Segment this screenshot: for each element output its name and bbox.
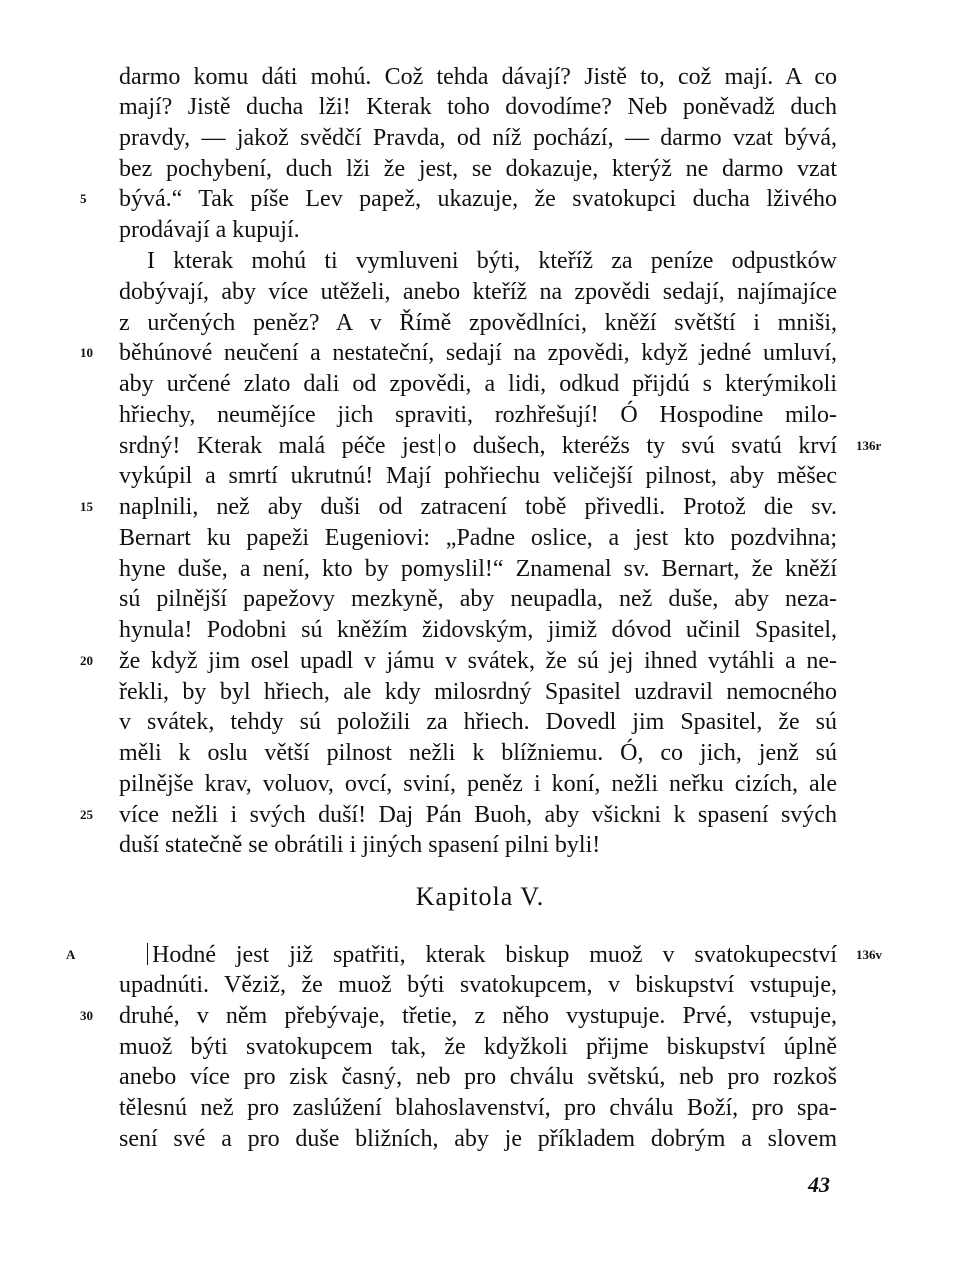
text-line: sú pilnější papežovy mezkyně, aby neupadla, než duše, aby neza-	[119, 586, 837, 612]
text-line: v svátek, tehdy sú položili za hřiech. Dovedl jim Spasitel, že sú	[119, 709, 837, 735]
text-line-tail: o dušech, kteréžs ty svú svatú krví	[444, 433, 837, 459]
text-line: řekli, by byl hřiech, ale kdy milosrdný Spasitel uzdravil nemocného	[119, 679, 837, 705]
text-line: z určených peněz? A v Římě zpovědlníci, kněží světští i mniši,	[119, 310, 837, 336]
text-line: bez pochybení, duch lži že jest, se dokazuje, kterýž ne darmo vzat	[119, 156, 837, 182]
text-line: muož býti svatokupcem tak, že kdyžkoli přijme biskupství úplně	[119, 1034, 837, 1060]
text-line: hynula! Podobni sú kněžím židovským, jimiž dóvod učinil Spasitel,	[119, 617, 837, 643]
text-line: měli k oslu větší pilnost nežli k blížniemu. Ó, co jich, jenž sú	[119, 740, 837, 766]
text-line	[147, 940, 837, 970]
line-number: 25	[80, 807, 93, 822]
text-line: upadnúti. Věziž, že muož býti svatokupcem, v biskupství vstupuje,	[119, 972, 837, 998]
text-line: dobývají, aby více utěželi, anebo kteříž na zpovědi sedají, najímajíce	[119, 279, 837, 305]
text-line: sení své a pro duše bližních, aby je příkladem dobrým a slovem	[119, 1126, 837, 1152]
text-line-head: srdný! Kterak malá péče jest	[119, 433, 436, 459]
text-line: anebo více pro zisk časný, neb pro chválu světskú, neb pro rozkoš	[119, 1064, 837, 1090]
text-line: více nežli i svých duší! Daj Pán Buoh, aby všickni k spasení svých	[119, 802, 837, 828]
line-number: 20	[80, 653, 93, 668]
text-line: hřiechy, neumějíce jich spraviti, rozhřešují! Ó Hospodine milo-	[119, 402, 837, 428]
text-line: Bernart ku papeži Eugeniovi: „Padne oslice, a jest kto pozdvihna;	[119, 525, 837, 551]
text-line: darmo komu dáti mohú. Což tehda dávají? Jistě to, což mají. A co	[119, 64, 837, 90]
line-number: 10	[80, 345, 93, 360]
text-line-body: Hodné jest již spatřiti, kterak biskup muož v svatokupecství	[152, 942, 837, 968]
text-line: bývá.“ Tak píše Lev papež, ukazuje, že svatokupci ducha lživého	[119, 186, 837, 212]
line-number: 30	[80, 1008, 93, 1023]
text-line: I kterak mohú ti vymluveni býti, kteříž za peníze odpustków	[147, 248, 837, 274]
folio-margin-note: 136r	[856, 438, 882, 453]
text-line: pilnějše krav, voluov, ovcí, sviní, peněz i koní, nežli neřku cizích, ale	[119, 771, 837, 797]
text-line: mají? Jistě ducha lži! Kterak toho dovodíme? Neb poněvadž duch	[119, 94, 837, 120]
text-line	[119, 431, 837, 461]
line-number: 5	[80, 191, 87, 206]
folio-break-mark	[147, 943, 148, 965]
folio-break-mark	[439, 434, 440, 456]
folio-margin-note: 136v	[856, 947, 882, 962]
text-line: duší statečně se obrátili i jiných spasení pilni byli!	[119, 832, 601, 858]
text-line: pravdy, — jakož svědčí Pravda, od níž pochází, — darmo vzat bývá,	[119, 125, 837, 151]
chapter-heading: Kapitola V.	[415, 882, 545, 911]
text-line: tělesnú než pro zaslúžení blahoslavenství, pro chválu Boží, pro spa-	[119, 1095, 837, 1121]
text-line: prodávají a kupují.	[119, 217, 300, 243]
text-line: běhúnové neučení a nestateční, sedají na zpovědi, když jedné umluví,	[119, 340, 837, 366]
page-number: 43	[808, 1172, 830, 1197]
text-line: naplnili, než aby duši od zatracení tobě přivedli. Protož die sv.	[119, 494, 837, 520]
text-line: hyne duše, a není, kto by pomyslil!“ Znamenal sv. Bernart, že kněží	[119, 556, 837, 582]
section-marker: A	[66, 947, 76, 962]
line-number: 15	[80, 499, 93, 514]
text-line: vykúpil a smrtí ukrutnú! Mají pohřiechu veličejší pilnost, aby měšec	[119, 463, 837, 489]
text-line: druhé, v něm přebývaje, třetie, z něho vystupuje. Prvé, vstupuje,	[119, 1003, 837, 1029]
text-line: aby určené zlato dali od zpovědi, a lidi, odkud přijdú s kterýmikoli	[119, 371, 837, 397]
text-line: že když jim osel upadl v jámu v svátek, že sú jej ihned vytáhli a ne-	[119, 648, 837, 674]
